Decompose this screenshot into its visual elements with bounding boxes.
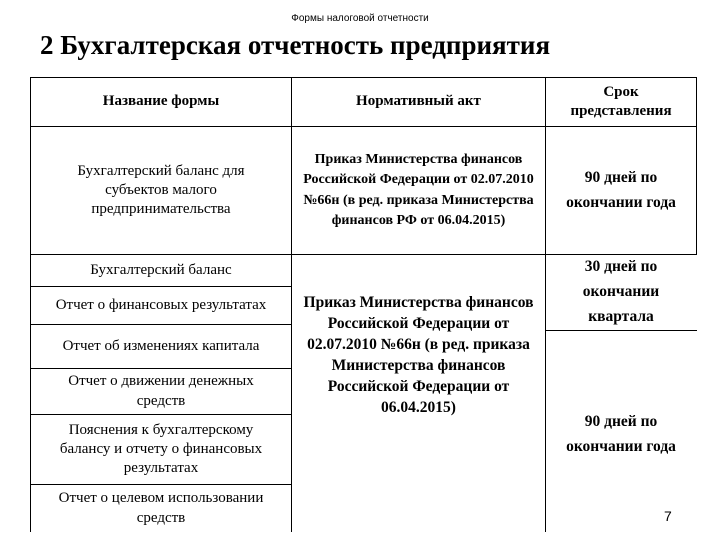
row-divider-quarterly [545,330,697,331]
form-cash-flow: Отчет о движении денежных средств [68,373,254,409]
reporting-forms-table [30,77,697,532]
slide-caption: Формы налоговой отчетности [291,13,429,24]
slide-title: 2 Бухгалтерская отчетность предприятия [40,30,551,60]
act-main-forms: Приказ Министерства финансов Российской Федерации от 02.07.2010 №66н (в ред. приказа Министерства финансов Российской Федерации от 06.04.2015) [303,293,534,417]
form-balance-sheet: Бухгалтерский баланс [90,261,232,278]
table-border-right [696,77,697,254]
column-header-normative-act: Нормативный акт [356,93,481,110]
form-targeted-use-of-funds: Отчет о целевом использовании средств [58,490,264,526]
form-capital-changes: Отчет об изменениях капитала [62,337,260,354]
form-explanatory-notes: Пояснения к бухгалтерскому балансу и отчету о финансовых результатах [59,421,263,477]
column-header-form-name: Название формы [102,93,220,110]
act-small-business: Приказ Министерства финансов Российской Федерации от 02.07.2010 №66н (в ред. приказа Министерства финансов РФ от 06.04.2015) [303,151,534,228]
deadline-annual: 90 дней по окончании года [566,413,676,455]
page-number: 7 [664,508,672,524]
form-financial-results: Отчет о финансовых результатах [55,296,267,313]
deadline-quarterly: 30 дней по окончании квартала [582,258,660,325]
column-header-deadline: Срок представления [570,83,672,119]
deadline-small-business: 90 дней по окончании года [566,168,676,211]
form-small-business-balance: Бухгалтерский баланс для субъектов малого предпринимательства [77,162,245,218]
